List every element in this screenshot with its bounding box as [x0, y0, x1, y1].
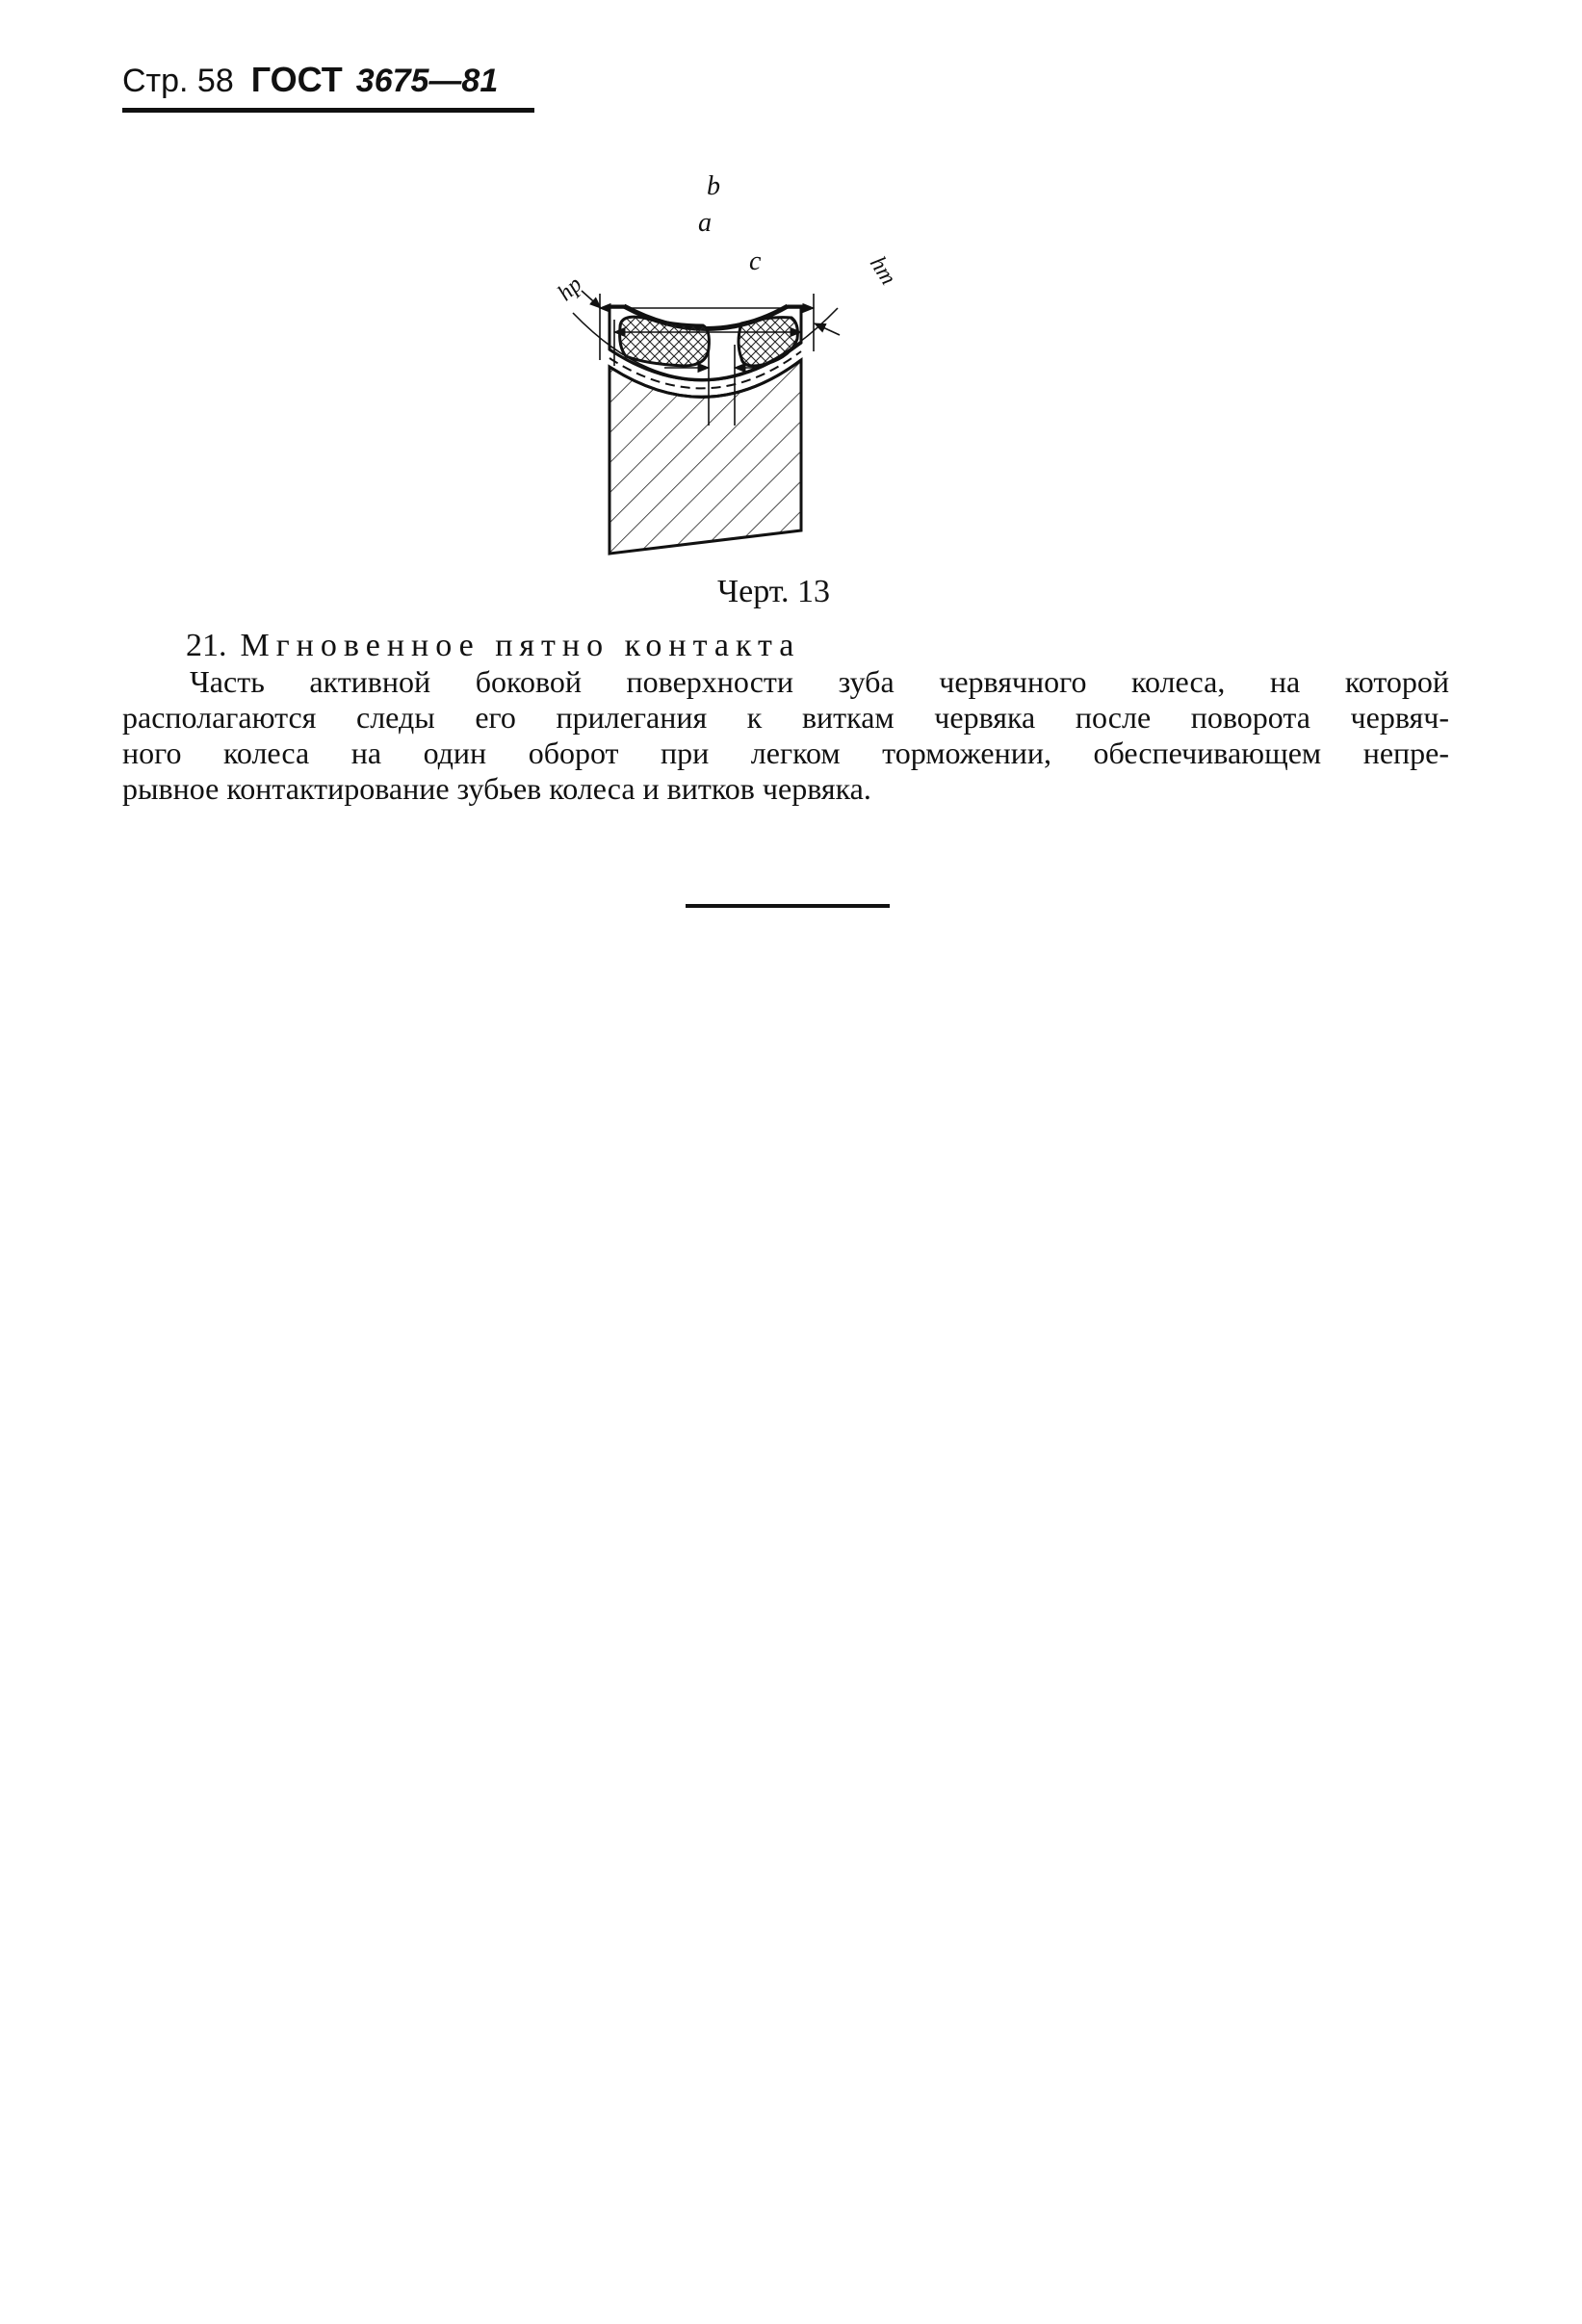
label-c: c — [749, 246, 762, 276]
page-header — [122, 60, 534, 113]
term-title: Мгновенное пятно контакта — [240, 628, 801, 663]
label-hp: hp — [553, 271, 587, 306]
label-a: a — [698, 208, 712, 238]
term-definition — [122, 664, 1449, 807]
label-b: b — [707, 173, 720, 201]
term-heading — [186, 628, 800, 664]
definition-line: располагаются следы его прилегания к виткам червяка после поворота червяч- — [122, 700, 1449, 735]
standard-number: 3675—81 — [355, 63, 499, 99]
end-divider — [686, 904, 890, 908]
definition-line: Часть активной боковой поверхности зуба червячного колеса, на которой — [190, 664, 1449, 699]
label-hm: hm — [864, 251, 901, 290]
definition-line: ного колеса на один оборот при легком торможении, обеспечивающем непре- — [122, 736, 1449, 770]
definition-line: рывное контактирование зубьев колеса и витков червяка. — [122, 771, 871, 806]
contact-patch-drawing — [539, 173, 924, 563]
page-number: Стр. 58 — [122, 63, 234, 99]
standard-label: ГОСТ — [250, 60, 343, 99]
figure-caption: Черт. 13 — [717, 574, 831, 609]
term-number: 21. — [186, 628, 227, 663]
